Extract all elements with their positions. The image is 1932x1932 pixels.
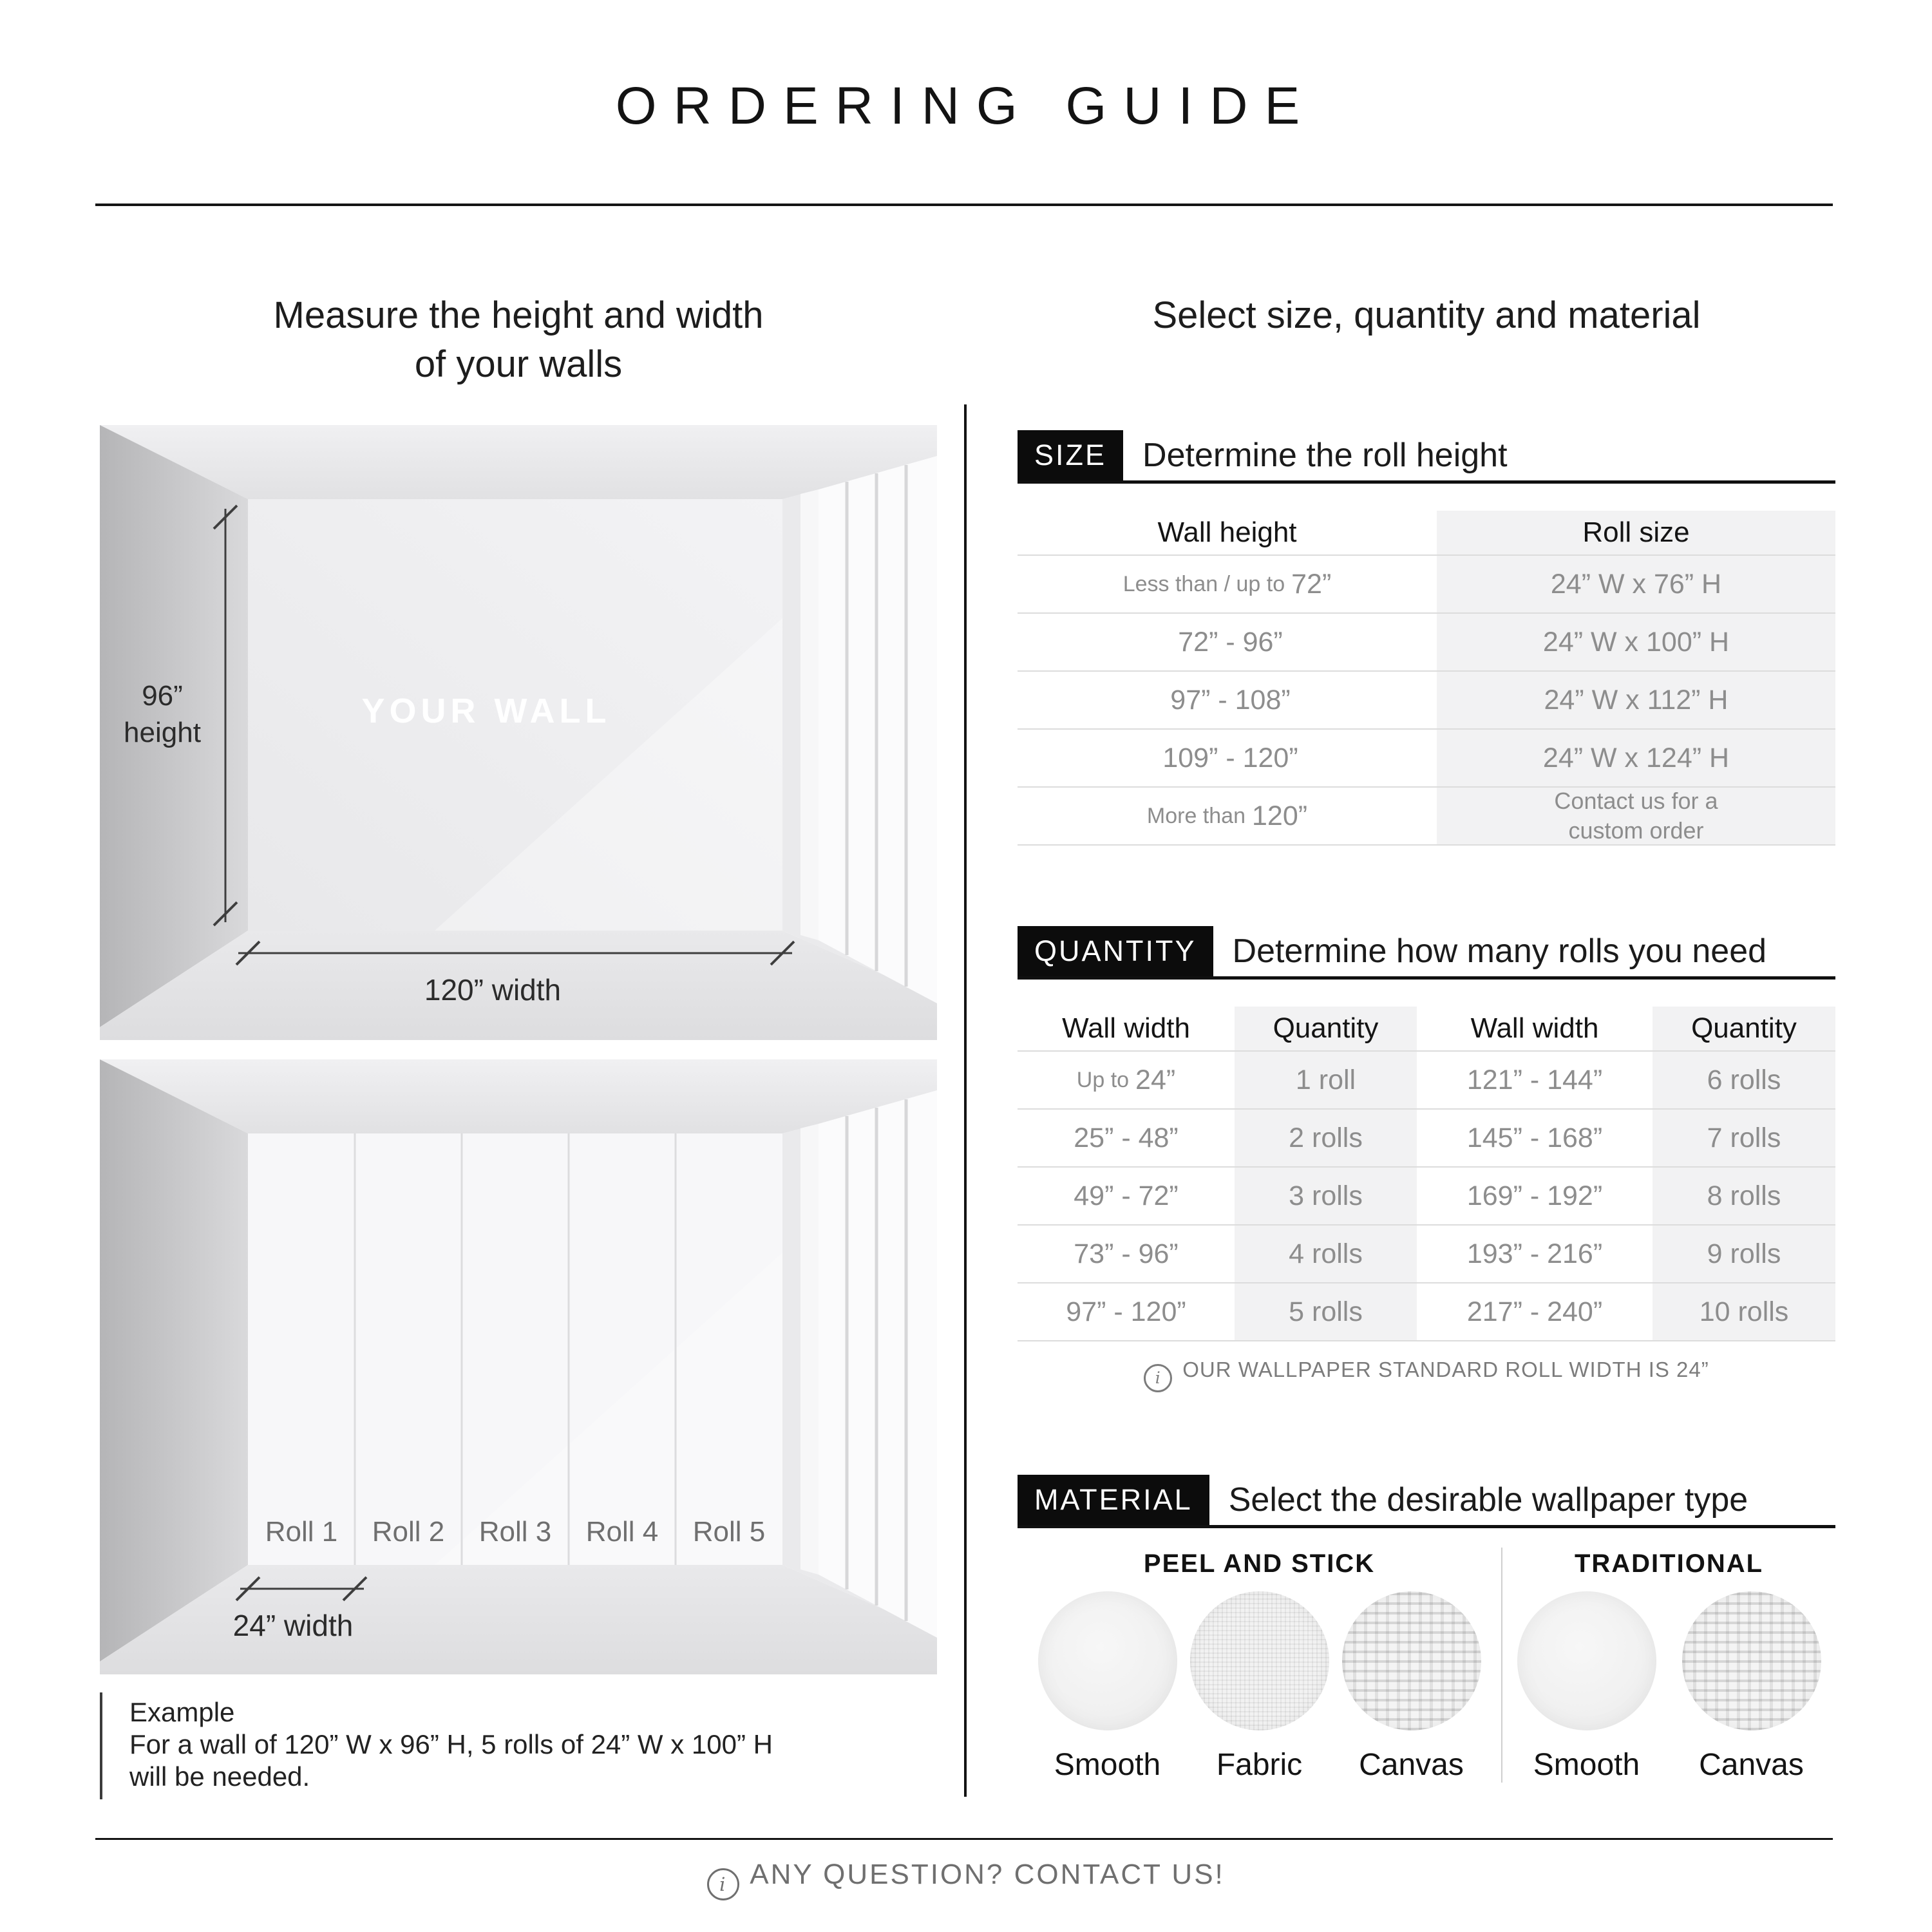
qty-wall-width: 49” - 72” xyxy=(1018,1166,1235,1224)
qty-rolls: 7 rolls xyxy=(1653,1108,1835,1166)
fabric-texture-icon xyxy=(1190,1591,1329,1730)
peel-and-stick-swatches xyxy=(1018,1591,1501,1783)
size-row-roll-size: 24” W x 112” H xyxy=(1437,670,1835,728)
qty-col-header: Wall width xyxy=(1062,1012,1190,1044)
material-section xyxy=(1018,1475,1835,1783)
swatch-label: Canvas xyxy=(1699,1748,1804,1782)
quantity-badge: QUANTITY xyxy=(1018,926,1213,976)
footer-contact xyxy=(0,1859,1932,1900)
qty-wall-width: 121” - 144” xyxy=(1417,1050,1653,1108)
example-line2: will be needed. xyxy=(129,1761,310,1792)
footer-text: ANY QUESTION? CONTACT US! xyxy=(750,1859,1225,1890)
smooth-texture-icon xyxy=(1517,1591,1656,1730)
example-block xyxy=(100,1692,967,1799)
left-heading-line2: of your walls xyxy=(414,343,623,385)
traditional-swatches xyxy=(1502,1591,1835,1783)
window-jamb xyxy=(800,1124,819,1575)
swatch-label: Fabric xyxy=(1216,1748,1303,1782)
quantity-table xyxy=(1018,1007,1835,1341)
qty-rolls: 1 roll xyxy=(1235,1050,1417,1108)
quantity-section-header xyxy=(1018,926,1835,980)
info-icon: i xyxy=(1144,1364,1172,1392)
size-row-roll-size: 24” W x 76” H xyxy=(1437,554,1835,612)
material-section-header xyxy=(1018,1475,1835,1528)
peel-and-stick-group xyxy=(1018,1548,1501,1783)
size-row-prefix: More than xyxy=(1146,803,1245,828)
swatch-label: Canvas xyxy=(1359,1748,1464,1782)
size-col-header-roll-size: Roll size xyxy=(1437,511,1835,554)
size-row-value: 97” - 108” xyxy=(1170,684,1291,715)
canvas-texture-icon xyxy=(1682,1591,1821,1730)
right-column-heading: Select size, quantity and material xyxy=(1152,294,1701,336)
example-line1: For a wall of 120” W x 96” H, 5 rolls of 24” W x 100” H xyxy=(129,1729,773,1759)
qty-wall-width: 25” - 48” xyxy=(1018,1108,1235,1166)
room-illustration-rolls xyxy=(100,1059,937,1674)
swatch-smooth xyxy=(1038,1591,1177,1783)
size-row-wall-height xyxy=(1018,554,1437,612)
roll-label: Roll 4 xyxy=(585,1516,659,1548)
roll-width-label: 24” width xyxy=(232,1609,354,1642)
roll-label: Roll 2 xyxy=(372,1516,445,1548)
size-table xyxy=(1018,511,1835,846)
size-row-value: 72” xyxy=(1291,568,1332,600)
qty-col-header: Quantity xyxy=(1653,1007,1835,1050)
height-value-label: 96” xyxy=(142,680,183,712)
qty-wall-width: 193” - 216” xyxy=(1417,1224,1653,1282)
size-row-wall-height xyxy=(1018,670,1437,728)
traditional-group xyxy=(1502,1548,1835,1783)
qty-col-header: Quantity xyxy=(1235,1007,1417,1050)
note-text: OUR WALLPAPER STANDARD ROLL WIDTH IS 24” xyxy=(1182,1358,1709,1381)
example-heading: Example xyxy=(129,1697,235,1727)
qty-value: 24” xyxy=(1135,1064,1176,1095)
size-row-wall-height xyxy=(1018,786,1437,846)
qty-prefix: Up to xyxy=(1076,1067,1130,1092)
material-badge: MATERIAL xyxy=(1018,1475,1209,1525)
qty-wall-width xyxy=(1018,1050,1235,1108)
qty-wall-width: 217” - 240” xyxy=(1417,1282,1653,1341)
material-groups xyxy=(1018,1548,1835,1783)
window-jamb xyxy=(800,489,819,940)
your-wall-label: YOUR WALL xyxy=(361,692,611,730)
size-row-prefix: Less than / up to xyxy=(1122,571,1285,596)
swatch-canvas xyxy=(1682,1591,1821,1783)
size-section-title: Determine the roll height xyxy=(1142,437,1508,474)
qty-rolls: 8 rolls xyxy=(1653,1166,1835,1224)
traditional-title: TRADITIONAL xyxy=(1574,1549,1764,1578)
size-row-value: 72” - 96” xyxy=(1178,626,1283,658)
left-column-heading xyxy=(100,291,937,389)
qty-wall-width: 145” - 168” xyxy=(1417,1108,1653,1166)
left-wall xyxy=(100,1059,248,1662)
column-divider xyxy=(964,404,967,1797)
qty-rolls: 5 rolls xyxy=(1235,1282,1417,1341)
roll-label: Roll 3 xyxy=(478,1516,552,1548)
swatch-smooth xyxy=(1517,1591,1656,1783)
peel-and-stick-title: PEEL AND STICK xyxy=(1143,1549,1376,1578)
custom-order-line2: custom order xyxy=(1568,817,1704,844)
size-section xyxy=(1018,430,1835,846)
size-section-header xyxy=(1018,430,1835,484)
room-illustration-measure xyxy=(100,425,937,1040)
qty-rolls: 2 rolls xyxy=(1235,1108,1417,1166)
qty-col-header: Wall width xyxy=(1470,1012,1599,1044)
qty-rolls: 4 rolls xyxy=(1235,1224,1417,1282)
quantity-section-title: Determine how many rolls you need xyxy=(1232,933,1767,970)
floor xyxy=(100,1565,937,1674)
roll-label: Roll 5 xyxy=(692,1516,766,1548)
custom-order-line1: Contact us for a xyxy=(1554,788,1718,814)
footer-divider xyxy=(95,1838,1833,1840)
size-row-value: 120” xyxy=(1252,800,1308,831)
roll-width-note xyxy=(1018,1358,1835,1392)
page-title: ORDERING GUIDE xyxy=(615,77,1317,135)
size-row-roll-size: 24” W x 100” H xyxy=(1437,612,1835,670)
qty-wall-width: 97” - 120” xyxy=(1018,1282,1235,1341)
size-row-roll-size: 24” W x 124” H xyxy=(1437,728,1835,786)
material-section-title: Select the desirable wallpaper type xyxy=(1228,1481,1748,1519)
height-word-label: height xyxy=(124,717,201,748)
qty-rolls: 6 rolls xyxy=(1653,1050,1835,1108)
roll-label: Roll 1 xyxy=(265,1516,338,1548)
title-divider xyxy=(95,204,1833,206)
swatch-canvas xyxy=(1342,1591,1481,1783)
quantity-section xyxy=(1018,926,1835,1341)
size-row-wall-height xyxy=(1018,612,1437,670)
qty-wall-width: 169” - 192” xyxy=(1417,1166,1653,1224)
size-badge: SIZE xyxy=(1018,430,1123,480)
smooth-texture-icon xyxy=(1038,1591,1177,1730)
qty-wall-width: 73” - 96” xyxy=(1018,1224,1235,1282)
swatch-label: Smooth xyxy=(1533,1748,1640,1782)
qty-rolls: 3 rolls xyxy=(1235,1166,1417,1224)
size-row-custom-order xyxy=(1437,786,1835,846)
size-col-header-wall-height: Wall height xyxy=(1157,516,1297,548)
qty-rolls: 9 rolls xyxy=(1653,1224,1835,1282)
left-heading-line1: Measure the height and width xyxy=(273,294,764,336)
swatch-fabric xyxy=(1190,1591,1329,1783)
swatch-label: Smooth xyxy=(1054,1748,1161,1782)
width-label: 120” width xyxy=(424,973,562,1007)
info-icon: i xyxy=(707,1868,739,1900)
qty-rolls: 10 rolls xyxy=(1653,1282,1835,1341)
canvas-texture-icon xyxy=(1342,1591,1481,1730)
size-row-value: 109” - 120” xyxy=(1162,742,1298,773)
size-row-wall-height xyxy=(1018,728,1437,786)
